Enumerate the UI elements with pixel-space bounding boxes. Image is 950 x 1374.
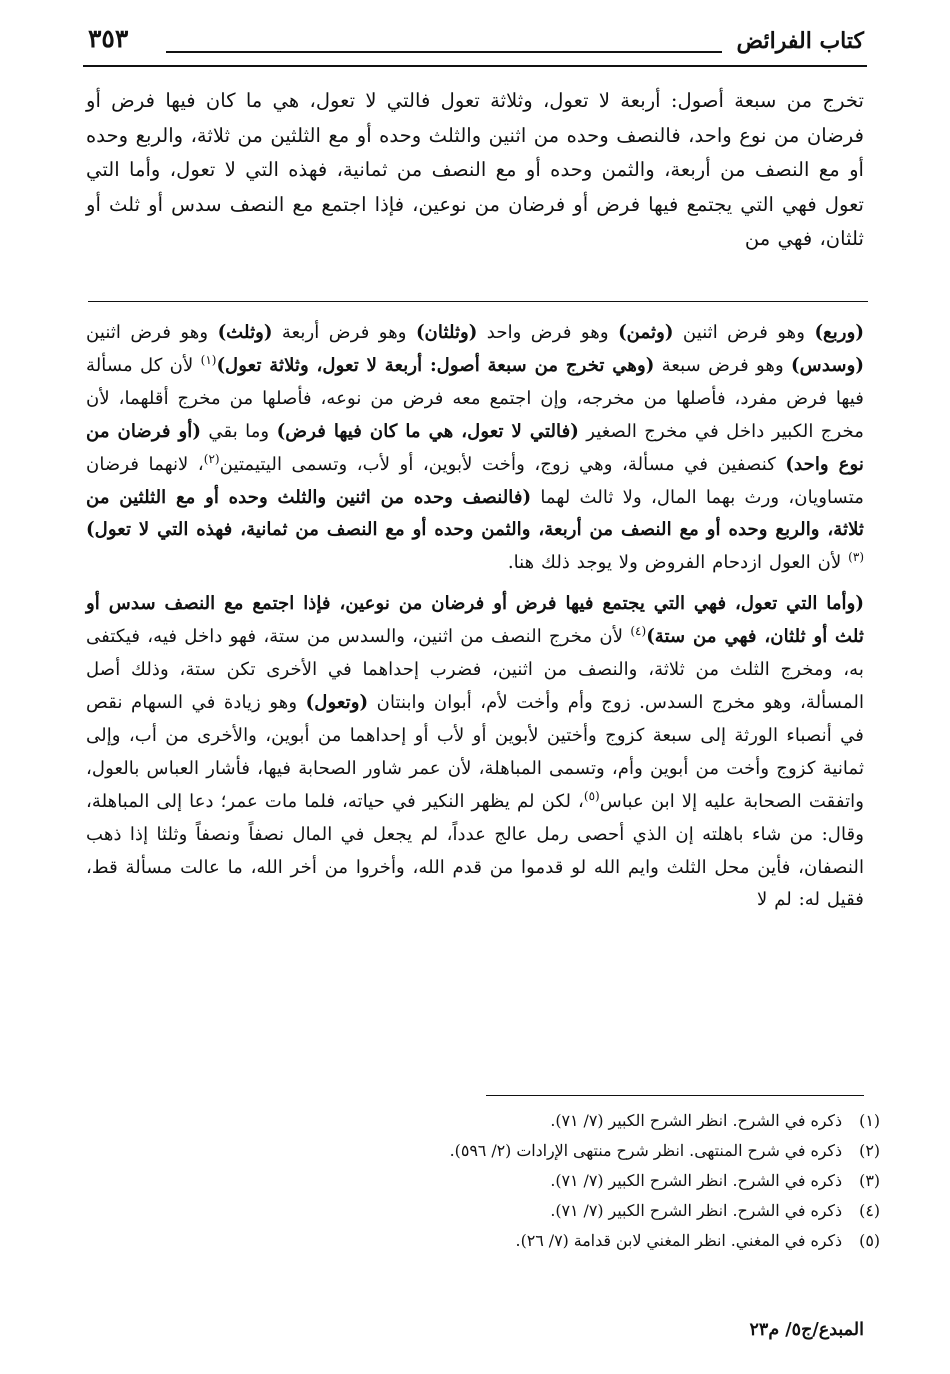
footnote-text: ذكره في الشرح. انظر الشرح الكبير (٧/ ٧١). [550, 1201, 842, 1220]
footnote-divider [486, 1095, 864, 1096]
commentary-text: وهو فرض اثنين [673, 322, 815, 343]
footnote [86, 1166, 880, 1196]
quoted-text: (وثلثان) [415, 322, 478, 343]
footnote-text: ذكره في المغني. انظر المغني لابن قدامة (٧/ ٢٦). [515, 1231, 842, 1250]
commentary-text: لأن العول ازدحام الفروض ولا يوجد ذلك هنا. [507, 552, 849, 574]
page-number: ٣٥٣ [88, 24, 129, 53]
footnote-marker: (٥) [583, 788, 600, 803]
footnote-number: (٤) [859, 1201, 880, 1220]
commentary-text: وهو زيادة في السهام نقص في أنصباء الورثة إلى سبعة كزوج وأختين لأبوين أو لأب أو إحداهما من أبوين، والأخرى من أب، وإلى ثمانية كزوج وأخت من أبوين وأم، وتسمى المباهلة، لأن عمر شاور الصحابة فيها، فأشار العباس بالعول، واتفقت الصحابة عليه إلا ابن عباس [86, 691, 864, 812]
quoted-text: (وهي تخرج من سبعة أصول: أربعة لا تعول، وثلاثة تعول) [216, 354, 655, 376]
footnote-text: ذكره في الشرح. انظر الشرح الكبير (٧/ ٧١). [550, 1111, 842, 1130]
footnote-marker: (٣) [848, 550, 864, 565]
footnote-marker: (١) [200, 352, 217, 367]
commentary-block [86, 317, 864, 917]
chapter-title: كتاب الفرائض [736, 28, 864, 54]
footnote-marker: (٢) [203, 451, 220, 466]
footnote-number: (٥) [859, 1231, 880, 1250]
commentary-text: لأن كل مسألة فيها فرض مفرد، فأصلها من مخرجه، وإن اجتمع معه فرض من نوعه، فأصلها من مخرج أقلهما، لأن مخرج الكبير داخل في مخرج الصغير [86, 354, 865, 442]
commentary-text: وهو فرض واحد [477, 322, 619, 343]
header-rule [166, 51, 722, 53]
footnote [86, 1136, 880, 1166]
footnote [86, 1106, 880, 1136]
commentary-text: وما بقي [200, 420, 277, 442]
footnotes-list [86, 1106, 880, 1256]
quoted-text: (فالنصف وحده من اثنين والثلث وحده أو مع الثلثين من ثلاثة، والربع وحده أو مع النصف من أربعة، والثمن وحده أو مع النصف من ثمانية، فهذه التي لا تعول) [86, 486, 864, 541]
footnote-marker: (٤) [630, 624, 647, 639]
footnote-number: (١) [859, 1111, 880, 1130]
commentary-text: وهو فرض أربعة [272, 322, 416, 343]
commentary-text: لأن مخرج النصف من اثنين، والسدس من ستة، فهو داخل فيه، فيكتفى به، ومخرج الثلث من ثلاثة، والنصف من اثنين، فضرب إحداهما في الأخرى تكن ستة، وذلك أصل المسألة، وهو مخرج السدس. زوج وأم وأخت لأم، أبوان وابنتان [86, 626, 864, 713]
commentary-text: ، لكن لم يظهر النكير في حياته، فلما مات عمر؛ دعا إلى المباهلة، وقال: من شاء باهلته إن الذي أحصى رمل عالج عدداً، لم يجعل في المال نصفاً ونصفاً وثلثا إذا ذهب النصفان، فأين محل الثلث وايم الله لو قدموا من قدم الله، وأخروا من أخر الله، ما عالت مسألة قط، فقيل له: لم لا [86, 790, 864, 911]
quoted-text: (أو فرضان من نوع واحد) [86, 420, 864, 475]
footnote [86, 1196, 880, 1226]
quoted-text: (وثمن) [618, 322, 674, 343]
commentary-text: كنصفين في مسألة، وهي زوج، وأخت لأبوين، أو لأب، وتسمى اليتيمتين [219, 453, 786, 475]
commentary-text: وهو فرض اثنين [86, 322, 218, 343]
commentary-text: ، لانهما فرضان متساويان، ورث بهما المال، ولا ثالث لهما [86, 453, 864, 508]
running-header [88, 20, 864, 60]
commentary-paragraph-2 [86, 588, 864, 917]
footnote-text: ذكره في شرح المنتهى. انظر شرح منتهى الإرادات (٢/ ٥٩٦). [449, 1141, 842, 1160]
quoted-text: (وربع) [814, 322, 864, 343]
footnote-number: (٢) [859, 1141, 880, 1160]
main-text: تخرج من سبعة أصول: أربعة لا تعول، وثلاثة تعول فالتي لا تعول، هي ما كان فيها فرض أو فرضان من نوع واحد، فالنصف وحده من اثنين والثلث وحده أو مع الثلثين من ثلاثة، والربع وحده أو مع النصف من أربعة، والثمن وحده أو مع النصف من ثمانية، فهذه التي لا تعول، وأما التي تعول فهي التي يجتمع فيها فرض أو فرضان من نوعين، فإذا اجتمع مع النصف سدس أو ثلث أو ثلثان، فهي من [86, 89, 864, 251]
quoted-text: (وأما التي تعول، فهي التي يجتمع فيها فرض أو فرضان من نوعين، فإذا اجتمع مع النصف سدس أو ثلث أو ثلثان، فهي من ستة) [86, 593, 864, 648]
text-commentary-divider [88, 301, 868, 302]
main-text-block [86, 84, 864, 257]
quoted-text: (وسدس) [791, 354, 864, 376]
quoted-text: (فالتي لا تعول، هي ما كان فيها فرض) [276, 420, 579, 442]
commentary-paragraph-1 [86, 317, 864, 580]
quoted-text: (وثلث) [217, 322, 273, 343]
footnote [86, 1226, 880, 1256]
signature-mark: المبدع/ج٥/ م٢٣ [749, 1320, 864, 1340]
footnote-number: (٣) [859, 1171, 880, 1190]
quoted-text: (وتعول) [305, 691, 369, 713]
header-divider [83, 65, 867, 67]
commentary-text: وهو فرض سبعة [654, 354, 792, 376]
footnote-text: ذكره في الشرح. انظر الشرح الكبير (٧/ ٧١). [550, 1171, 842, 1190]
